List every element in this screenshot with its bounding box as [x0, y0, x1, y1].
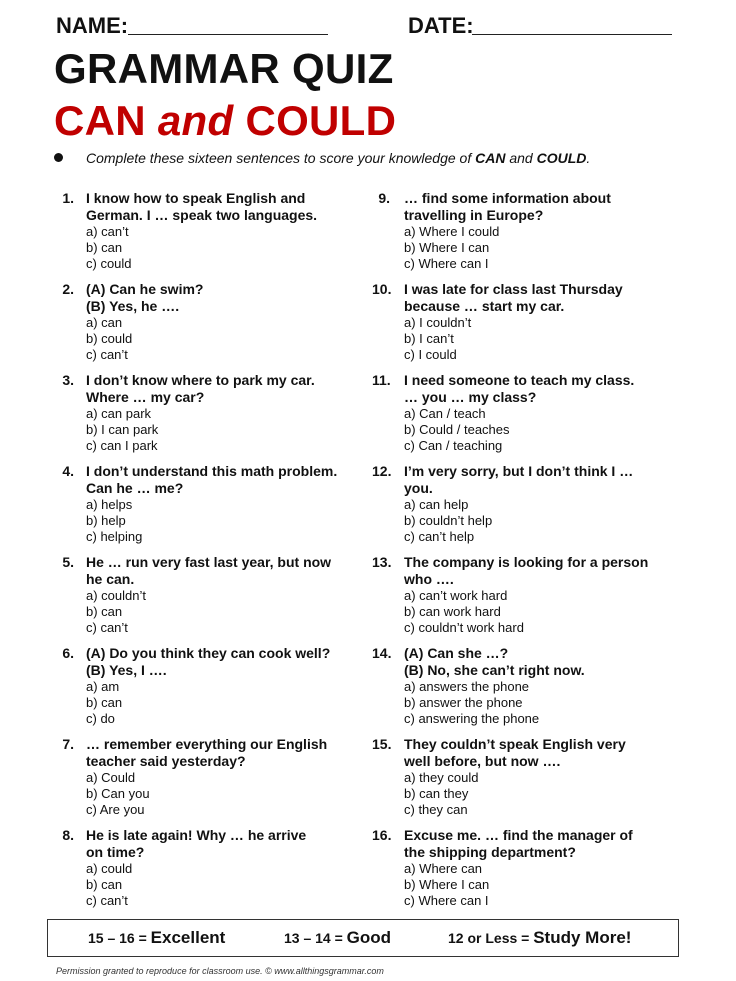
question-stem: Excuse me. … find the manager of the shipping department?: [404, 827, 633, 860]
option-c[interactable]: c) Can / teaching: [404, 438, 503, 453]
subtitle-could: COULD: [245, 97, 397, 144]
instructions-prefix: Complete these sixteen sentences to score your knowledge of: [86, 150, 476, 166]
question-number: 15.: [372, 736, 392, 752]
question-stem: I was late for class last Thursday because … start my car.: [404, 281, 623, 314]
question-stem: The company is looking for a person who ….: [404, 554, 649, 587]
score-study-more: [448, 929, 631, 947]
question-stem: I don’t know where to park my car. Where … my car?: [86, 372, 315, 405]
question-stem: (A) Can she …? (B) No, she can’t right now.: [404, 645, 585, 678]
question-stem: He is late again! Why … he arrive on time?: [86, 827, 307, 860]
question-stem: … find some information about travelling in Europe?: [404, 190, 611, 223]
question-number: 1.: [62, 190, 74, 206]
question-3: [58, 372, 358, 463]
question-number: 12.: [372, 463, 392, 479]
questions-right-column: [372, 190, 692, 918]
question-stem: I need someone to teach my class. … you … my class?: [404, 372, 635, 405]
question-stem: They couldn’t speak English very well before, but now ….: [404, 736, 626, 769]
question-7: [58, 736, 358, 827]
question-14: [372, 645, 692, 736]
question-number: 9.: [378, 190, 390, 206]
option-b[interactable]: b) couldn’t help: [404, 513, 493, 528]
date-label: DATE:: [408, 13, 474, 38]
option-b[interactable]: b) answer the phone: [404, 695, 523, 710]
option-a[interactable]: a) can: [86, 315, 123, 330]
score-range: 13 – 14 =: [284, 930, 347, 946]
question-number: 2.: [62, 281, 74, 297]
option-c[interactable]: c) Are you: [86, 802, 145, 817]
score-label: Excellent: [150, 928, 226, 947]
header: [56, 12, 696, 40]
option-b[interactable]: b) can work hard: [404, 604, 501, 619]
subtitle-and: and: [157, 97, 234, 144]
bullet-icon: [54, 153, 63, 162]
option-b[interactable]: b) I can’t: [404, 331, 454, 346]
question-stem: I’m very sorry, but I don’t think I … you.: [404, 463, 634, 496]
option-a[interactable]: a) can park: [86, 406, 152, 421]
option-b[interactable]: b) could: [86, 331, 133, 346]
score-label: Good: [346, 928, 392, 947]
question-10: [372, 281, 692, 372]
question-15: [372, 736, 692, 827]
question-11: [372, 372, 692, 463]
option-a[interactable]: a) Where I could: [404, 224, 500, 239]
option-a[interactable]: a) helps: [86, 497, 133, 512]
option-a[interactable]: a) can’t work hard: [404, 588, 508, 603]
option-a[interactable]: a) Can / teach: [404, 406, 486, 421]
question-13: [372, 554, 692, 645]
question-4: [58, 463, 358, 554]
option-c[interactable]: c) Where can I: [404, 893, 489, 908]
option-a[interactable]: a) Could: [86, 770, 136, 785]
option-a[interactable]: a) Where can: [404, 861, 483, 876]
question-16: [372, 827, 692, 918]
option-a[interactable]: a) can help: [404, 497, 469, 512]
question-number: 14.: [372, 645, 392, 661]
score-good: [284, 929, 391, 947]
question-stem: I don’t understand this math problem. Can he … me?: [86, 463, 338, 496]
option-c[interactable]: c) helping: [86, 529, 143, 544]
option-c[interactable]: c) answering the phone: [404, 711, 540, 726]
option-a[interactable]: a) answers the phone: [404, 679, 530, 694]
instructions-can: CAN: [475, 150, 506, 166]
question-number: 7.: [62, 736, 74, 752]
score-range: 15 – 16 =: [88, 930, 151, 946]
question-number: 3.: [62, 372, 74, 388]
instructions-text: [86, 148, 590, 168]
question-number: 6.: [62, 645, 74, 661]
page-subtitle: [54, 96, 396, 146]
option-b[interactable]: b) can: [86, 877, 123, 892]
option-b[interactable]: b) Can you: [86, 786, 150, 801]
question-5: [58, 554, 358, 645]
subtitle-can: CAN: [54, 97, 146, 144]
option-c[interactable]: c) I could: [404, 347, 457, 362]
option-b[interactable]: b) Could / teaches: [404, 422, 510, 437]
question-number: 13.: [372, 554, 392, 570]
instructions-could: COULD: [536, 150, 587, 166]
question-12: [372, 463, 692, 554]
name-label: NAME:: [56, 13, 129, 38]
question-2: [58, 281, 358, 372]
score-range: 12 or Less =: [448, 930, 534, 946]
question-number: 11.: [372, 372, 391, 388]
option-a[interactable]: a) can’t: [86, 224, 129, 239]
option-b[interactable]: b) I can park: [86, 422, 159, 437]
question-1: [58, 190, 358, 281]
question-number: 10.: [372, 281, 392, 297]
question-number: 8.: [62, 827, 74, 843]
option-b[interactable]: b) Where I can: [404, 240, 490, 255]
question-stem: … remember everything our English teacher said yesterday?: [86, 736, 328, 769]
question-8: [58, 827, 358, 918]
instructions: [54, 148, 714, 168]
option-c[interactable]: c) can’t: [86, 347, 128, 362]
option-b[interactable]: b) Where I can: [404, 877, 490, 892]
option-b[interactable]: b) help: [86, 513, 126, 528]
score-excellent: [88, 929, 225, 947]
option-c[interactable]: c) couldn’t work hard: [404, 620, 524, 635]
option-b[interactable]: b) can they: [404, 786, 469, 801]
option-b[interactable]: b) can: [86, 240, 123, 255]
question-6: [58, 645, 358, 736]
option-c[interactable]: c) do: [86, 711, 115, 726]
question-stem: (A) Do you think they can cook well? (B) Yes, I ….: [86, 645, 331, 678]
option-c[interactable]: c) can’t: [86, 893, 128, 908]
questions-left-column: [58, 190, 358, 918]
option-a[interactable]: a) couldn’t: [86, 588, 146, 603]
instructions-and: and: [505, 150, 537, 166]
option-a[interactable]: a) they could: [404, 770, 479, 785]
instructions-suffix: .: [586, 150, 591, 166]
question-stem: I know how to speak English and German. I … speak two languages.: [86, 190, 318, 223]
permission-footer: Permission granted to reproduce for classroom use. © www.allthingsgrammar.com: [56, 966, 384, 976]
date-blank[interactable]: [472, 34, 672, 35]
option-a[interactable]: a) could: [86, 861, 133, 876]
option-b[interactable]: b) can: [86, 695, 123, 710]
question-number: 5.: [62, 554, 74, 570]
option-b[interactable]: b) can: [86, 604, 123, 619]
question-number: 4.: [62, 463, 74, 479]
question-number: 16.: [372, 827, 392, 843]
option-a[interactable]: a) am: [86, 679, 120, 694]
question-9: [372, 190, 692, 281]
score-label: Study More!: [533, 928, 632, 947]
option-c[interactable]: c) could: [86, 256, 132, 271]
option-c[interactable]: c) can’t help: [404, 529, 475, 544]
option-c[interactable]: c) can I park: [86, 438, 158, 453]
question-stem: (A) Can he swim? (B) Yes, he ….: [86, 281, 204, 314]
score-box: [47, 919, 679, 957]
option-c[interactable]: c) can’t: [86, 620, 128, 635]
option-c[interactable]: c) they can: [404, 802, 468, 817]
name-blank[interactable]: [128, 34, 328, 35]
page-title: GRAMMAR QUIZ: [54, 45, 394, 92]
option-c[interactable]: c) Where can I: [404, 256, 489, 271]
option-a[interactable]: a) I couldn’t: [404, 315, 472, 330]
question-stem: He … run very fast last year, but now he can.: [86, 554, 332, 587]
